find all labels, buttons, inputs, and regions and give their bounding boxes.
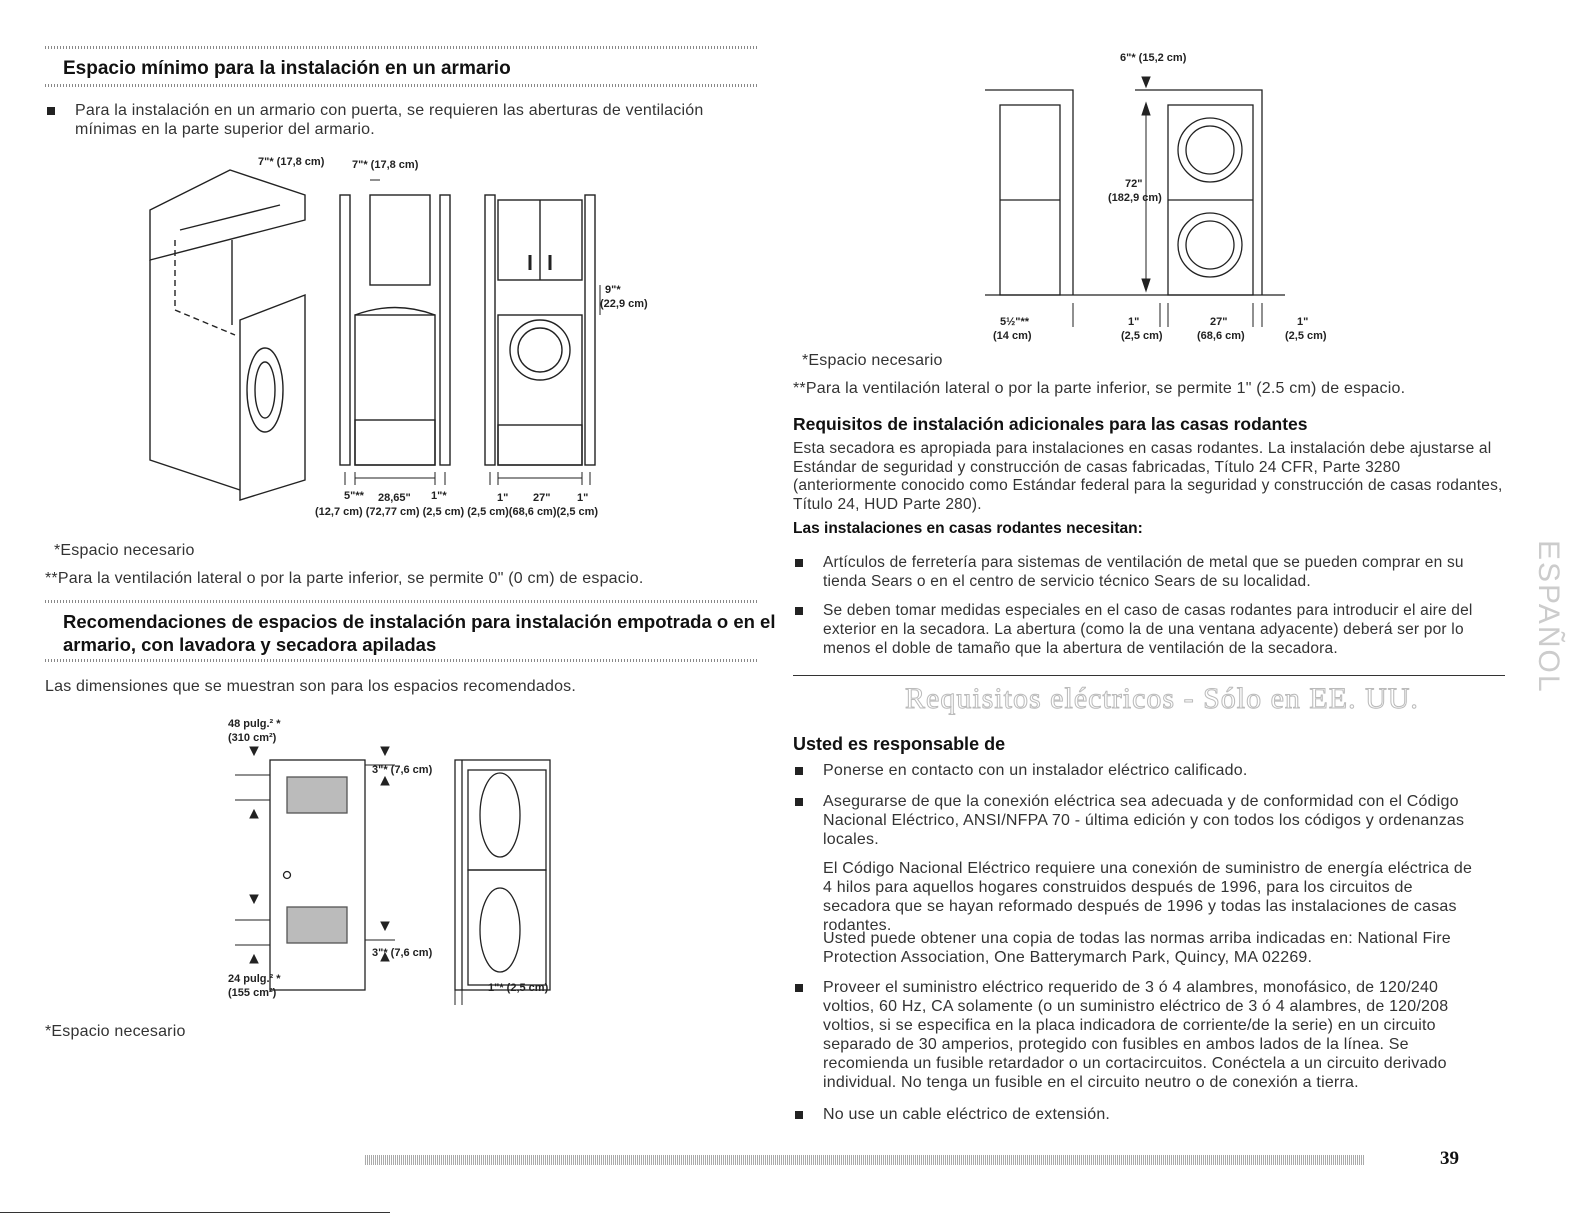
section2-title-line2: armario, con lavadora y secadora apiladas [63,634,437,655]
electrical-para1: El Código Nacional Eléctrico requiere una conexión de suministro de energía eléctrica de 4 hilos para aquellos hogares construidos después de 1996, para los circuitos de secadora que se hayan reformado después de 1996 y todas las instalaciones de casas rodantes. [823,860,1473,934]
bullet-icon [795,1111,803,1119]
dim-r-b4: 1" [1297,316,1309,328]
electrical-title: Usted es responsable de [793,734,1006,754]
dim-bottom-b: 28,65" [378,492,411,504]
dim-bottom-vent-cm: (155 cm²) [228,987,277,999]
mobile-subtitle: Las instalaciones en casas rodantes necesitan: [793,520,1143,537]
mobile-bullet2 [795,601,1495,658]
electrical-bullet1 [795,761,1495,780]
electrical-top-rule [793,675,1505,676]
electrical-bullet2 [795,792,1495,849]
section2-rule [45,659,757,662]
dim-r-b4-cm: (2,5 cm) [1285,330,1327,342]
dim-r-height: 72" [1125,178,1143,190]
bullet-icon [795,767,803,775]
dim-bottom-cm: (12,7 cm) (72,77 cm) (2,5 cm) (2,5 cm)(68,6 cm)(2,5 cm) [315,506,599,518]
dim-bottom-f: 1" [577,492,589,504]
dim-r-b3: 27" [1210,316,1228,328]
dim-bottom-d: 1" [497,492,509,504]
bullet-icon [795,607,803,615]
dim-top-mid: 7"* (17,8 cm) [352,159,419,171]
electrical-bullet4 [795,1105,1495,1124]
dim-r-b1-cm: (14 cm) [993,330,1032,342]
dim-top-left: 7"* (17,8 cm) [258,156,325,168]
electrical-banner: Requisitos eléctricos - Sólo en EE. UU. [905,682,1419,715]
dim-r-b3-cm: (68,6 cm) [1197,330,1245,342]
electrical-bullet3 [795,978,1495,1092]
dim-side-gap: 1"* (2,5 cm) [488,982,549,994]
dim-r-height-cm: (182,9 cm) [1108,192,1162,204]
dim-top-vent-cm: (310 cm²) [228,732,277,744]
dim-top-gap: 3"* (7,6 cm) [372,764,433,776]
dim-right-side: 9"* [605,284,621,296]
dim-r-b2: 1" [1128,316,1140,328]
mobile-bullet2-text: Se deben tomar medidas especiales en el caso de casas rodantes para introducir el aire del exterior en la secadora. La abertura (como la de una ventana adyacente) deberá ser por lo menos el doble de tamaño que la abertura de ventilación de la secadora. [823,602,1473,657]
mobile-title: Requisitos de instalación adicionales para las casas rodantes [793,414,1308,434]
bullet-icon [795,559,803,567]
section2-note: *Espacio necesario [45,1023,186,1040]
section2-intro: Las dimensiones que se muestran son para los espacios recomendados. [45,678,577,695]
section1-title: Espacio mínimo para la instalación en un armario [63,58,511,79]
mobile-bullet1-text: Artículos de ferretería para sistemas de ventilación de metal que se pueden comprar en su tienda Sears o en el centro de servicio técnico Sears de su localidad. [823,554,1464,590]
dim-r-b2-cm: (2,5 cm) [1121,330,1163,342]
section1-rule [45,84,757,87]
electrical-bullet2-text: Asegurarse de que la conexión eléctrica sea adecuada y de conformidad con el Código Nacional Eléctrico, ANSI/NFPA 70 - última edición y con todos los códigos y ordenanzas locales. [823,793,1465,848]
section1-note1: *Espacio necesario [54,542,195,559]
dim-r-top: 6"* (15,2 cm) [1120,52,1187,64]
bullet-icon [795,798,803,806]
right-note2: **Para la ventilación lateral o por la parte inferior, se permite 1" (2.5 cm) de espacio. [793,380,1406,397]
section1-bullet-text: Para la instalación en un armario con puerta, se requieren las aberturas de ventilación mínimas en la parte superior del armario. [75,102,704,138]
dim-bottom-gap: 3"* (7,6 cm) [372,947,433,959]
bullet-icon [795,984,803,992]
dim-bottom-vent: 24 pulg.² * [228,973,281,985]
footer-rule [365,1155,1365,1165]
dim-right-side-cm: (22,9 cm) [600,298,648,310]
section2-title-line1: Recomendaciones de espacios de instalación para instalación empotrada o en el [63,611,776,632]
page-number: 39 [1440,1148,1459,1169]
dim-bottom-e: 27" [533,492,551,504]
top-rule [45,46,757,49]
language-side-tab: ESPAÑOL [1532,540,1565,694]
dim-bottom-c: 1"* [431,490,447,502]
closet-installation-diagram [140,150,620,510]
dim-r-b1: 5½"** [1000,316,1030,328]
electrical-bullet4-text: No use un cable eléctrico de extensión. [823,1106,1111,1123]
electrical-bullet1-text: Ponerse en contacto con un instalador eléctrico calificado. [823,762,1248,779]
section2-top-rule [45,600,757,603]
dim-top-vent: 48 pulg.² * [228,718,281,730]
mobile-bullet1 [795,553,1495,591]
right-note1: *Espacio necesario [802,352,943,369]
dim-bottom-a: 5"** [344,490,364,502]
section1-note2: **Para la ventilación lateral o por la parte inferior, se permite 0" (0 cm) de espacio. [45,570,644,587]
mobile-paragraph: Esta secadora es apropiada para instalaciones en casas rodantes. La instalación debe ajustarse al Estándar de seguridad y construcción de casas fabricadas, Título 24 CFR, Parte 3280 (anteriormente conocido como Estándar federal para la seguridad y construcción de casas rodantes, Título 24, HUD Parte 280). [793,440,1503,513]
electrical-bullet3-text: Proveer el suministro eléctrico requerido de 3 ó 4 alambres, monofásico, de 120/240 voltios, 60 Hz, CA solamente (o un suministro eléctrico de 3 ó 4 alambres, de 120/208 voltios, si se especifica en la placa indicadora de corriente/de la serie) en un circuito separado de 30 amperios, protegido con fusibles en ambos lados de la línea. Se recomienda un fusible retardador o un cortacircuitos. Conéctela a un circuito derivado individual. No tenga un fusible en el circuito neutro o de conexión a tierra. [823,979,1449,1091]
bottom-crop-line [0,1212,390,1213]
electrical-para2: Usted puede obtener una copia de todas las normas arriba indicadas en: National Fire Protection Association, One Batterymarch Park, Quincy, MA 02269. [823,930,1451,966]
section1-bullet [47,101,747,139]
bullet-icon [47,107,55,115]
